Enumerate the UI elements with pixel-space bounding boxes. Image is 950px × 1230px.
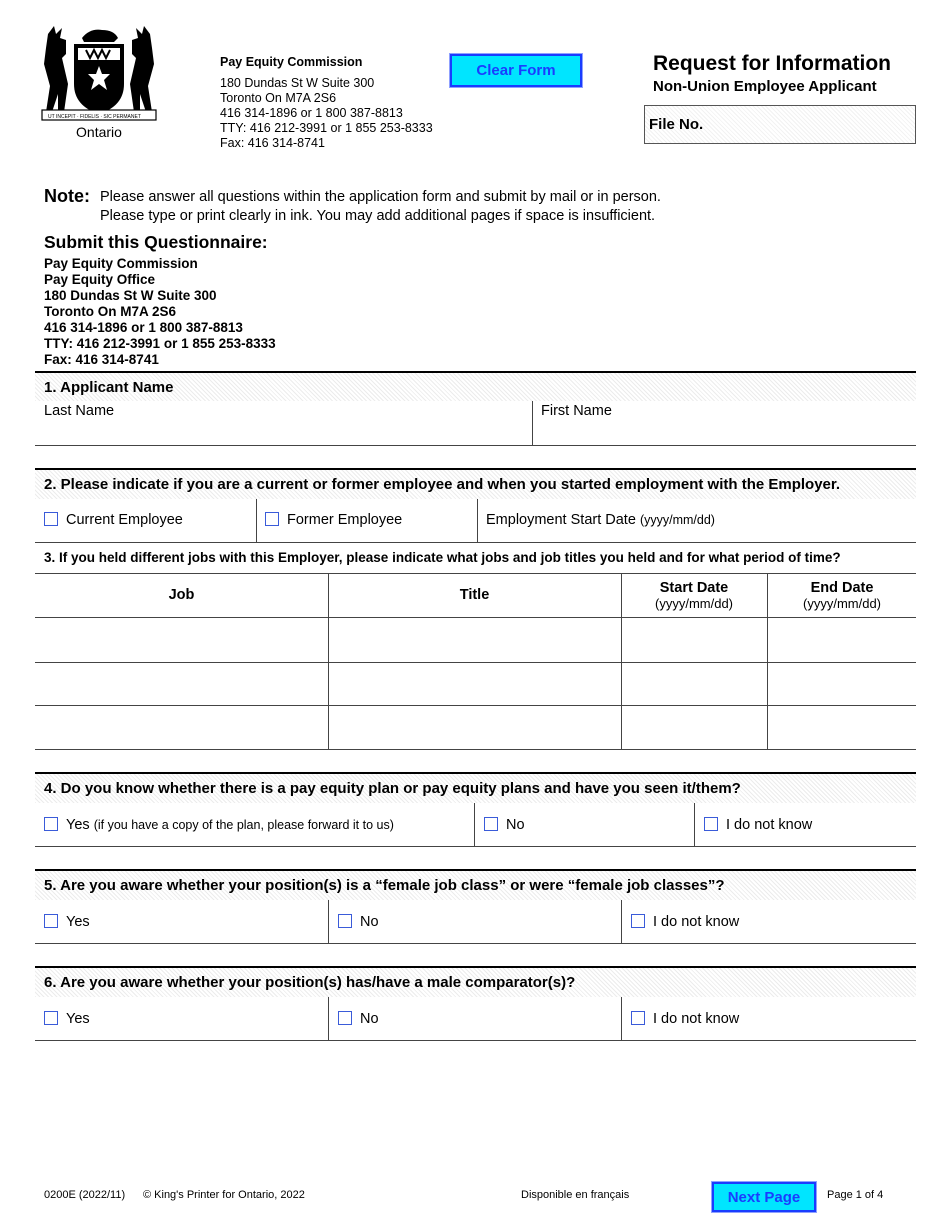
- address-line: 416 314-1896 or 1 800 387-8813: [220, 106, 403, 120]
- col-end-date-header: [768, 580, 916, 611]
- submit-line: TTY: 416 212-3991 or 1 855 253-8333: [44, 336, 276, 351]
- file-no-label: File No.: [649, 116, 704, 133]
- divider: [621, 997, 622, 1040]
- submit-line: Toronto On M7A 2S6: [44, 304, 177, 319]
- section-2-heading: 2. Please indicate if you are a current or former employee and when you started employment with the Employer.: [35, 468, 916, 499]
- checkbox[interactable]: [338, 1011, 352, 1025]
- page-title: Request for Information: [653, 52, 892, 75]
- next-page-button[interactable]: Next Page: [712, 1182, 816, 1212]
- checkbox[interactable]: [338, 914, 352, 928]
- option-label: I do not know: [653, 914, 740, 930]
- checkbox[interactable]: [631, 1011, 645, 1025]
- option-note: (if you have a copy of the plan, please forward it to us): [93, 818, 394, 832]
- page-number: Page 1 of 4: [827, 1189, 884, 1201]
- option-label: No: [360, 1011, 379, 1027]
- ontario-coat-of-arms-logo: [40, 24, 158, 146]
- agency-name: Pay Equity Commission: [220, 55, 363, 69]
- submit-line: 180 Dundas St W Suite 300: [44, 288, 217, 303]
- submit-line: Pay Equity Office: [44, 272, 156, 287]
- option-label: Yes: [66, 817, 90, 833]
- plan-no-option[interactable]: [484, 817, 525, 833]
- section-1-heading: 1. Applicant Name: [35, 371, 916, 401]
- employment-start-date-field[interactable]: [486, 512, 911, 528]
- divider: [256, 499, 257, 542]
- address-line: 180 Dundas St W Suite 300: [220, 76, 375, 90]
- table-row[interactable]: [35, 618, 916, 662]
- logo-text: Ontario: [76, 124, 122, 140]
- former-employee-option[interactable]: [265, 512, 402, 528]
- file-no-field[interactable]: [644, 105, 916, 144]
- divider: [328, 997, 329, 1040]
- checkbox[interactable]: [44, 914, 58, 928]
- divider: [35, 749, 916, 750]
- date-format-hint: (yyyy/mm/dd): [639, 513, 715, 527]
- col-title-header: Title: [459, 587, 490, 603]
- first-name-label: First Name: [541, 403, 612, 419]
- col-end-label: End Date: [810, 580, 874, 596]
- divider: [35, 943, 916, 944]
- first-name-field[interactable]: [541, 403, 911, 443]
- female-class-dont-know-option[interactable]: [631, 914, 739, 930]
- option-label: Current Employee: [66, 512, 183, 528]
- date-format-hint: (yyyy/mm/dd): [655, 596, 733, 611]
- checkbox[interactable]: [44, 1011, 58, 1025]
- option-label: I do not know: [726, 817, 813, 833]
- option-label: Yes: [66, 914, 90, 930]
- address-line: TTY: 416 212-3991 or 1 855 253-8333: [220, 121, 433, 135]
- divider: [477, 499, 478, 542]
- agency-address-block: [220, 55, 433, 151]
- submit-line: Fax: 416 314-8741: [44, 352, 159, 367]
- divider: [328, 900, 329, 943]
- section-6-heading: 6. Are you aware whether your position(s) has/have a male comparator(s)?: [35, 966, 916, 997]
- col-start-date-header: [621, 580, 767, 611]
- form-id: 0200E (2022/11): [44, 1189, 126, 1201]
- clear-form-button[interactable]: Clear Form: [450, 54, 582, 87]
- divider: [35, 542, 916, 543]
- option-label: Yes: [66, 1011, 90, 1027]
- current-employee-option[interactable]: [44, 512, 183, 528]
- submit-line: Pay Equity Commission: [44, 256, 198, 271]
- checkbox[interactable]: [704, 817, 718, 831]
- plan-dont-know-option[interactable]: [704, 817, 812, 833]
- col-job-header: Job: [168, 587, 195, 603]
- divider: [35, 445, 916, 446]
- divider: [532, 401, 533, 445]
- last-name-field[interactable]: [44, 403, 524, 443]
- option-label: I do not know: [653, 1011, 740, 1027]
- checkbox[interactable]: [265, 512, 279, 526]
- start-date-label: Employment Start Date: [486, 512, 636, 528]
- submit-line: 416 314-1896 or 1 800 387-8813: [44, 320, 243, 335]
- date-format-hint: (yyyy/mm/dd): [803, 596, 881, 611]
- copyright: © King's Printer for Ontario, 2022: [143, 1189, 305, 1201]
- checkbox[interactable]: [44, 512, 58, 526]
- table-row[interactable]: [35, 663, 916, 705]
- section-4-heading: 4. Do you know whether there is a pay equity plan or pay equity plans and have you seen it/them?: [35, 772, 916, 803]
- male-comparator-no-option[interactable]: [338, 1011, 379, 1027]
- col-start-label: Start Date: [659, 580, 729, 596]
- svg-text:UT INCEPIT · FIDELIS · SIC PER: UT INCEPIT · FIDELIS · SIC PERMANET: [48, 114, 141, 120]
- submit-address-block: [44, 256, 276, 368]
- section-5-heading: 5. Are you aware whether your position(s) is a “female job class” or were “female job classes”?: [35, 869, 916, 900]
- male-comparator-yes-option[interactable]: [44, 1011, 90, 1027]
- address-line: Fax: 416 314-8741: [220, 136, 325, 150]
- address-line: Toronto On M7A 2S6: [220, 91, 337, 105]
- note-label: Note:: [44, 186, 90, 206]
- note-line: Please type or print clearly in ink. You may add additional pages if space is insufficient.: [100, 208, 656, 224]
- plan-yes-option[interactable]: [44, 817, 394, 833]
- option-label: No: [360, 914, 379, 930]
- divider: [35, 573, 916, 574]
- note-text: [100, 188, 661, 226]
- french-availability: Disponible en français: [521, 1189, 630, 1201]
- divider: [35, 846, 916, 847]
- divider: [621, 900, 622, 943]
- checkbox[interactable]: [44, 817, 58, 831]
- table-row[interactable]: [35, 706, 916, 749]
- divider: [35, 1040, 916, 1041]
- checkbox[interactable]: [484, 817, 498, 831]
- section-3-heading: 3. If you held different jobs with this Employer, please indicate what jobs and job titles you held and for what period of time?: [44, 550, 841, 565]
- option-label: Former Employee: [287, 512, 403, 528]
- note-line: Please answer all questions within the application form and submit by mail or in person.: [100, 189, 661, 205]
- option-label: No: [506, 817, 525, 833]
- divider: [328, 573, 329, 749]
- female-class-yes-option[interactable]: [44, 914, 90, 930]
- checkbox[interactable]: [631, 914, 645, 928]
- coat-of-arms-icon: [40, 24, 158, 124]
- divider: [694, 803, 695, 846]
- last-name-label: Last Name: [44, 403, 115, 419]
- submit-title: Submit this Questionnaire:: [44, 232, 268, 252]
- female-class-no-option[interactable]: [338, 914, 379, 930]
- divider: [767, 573, 768, 749]
- male-comparator-dont-know-option[interactable]: [631, 1011, 739, 1027]
- divider: [474, 803, 475, 846]
- page-subtitle: Non-Union Employee Applicant: [653, 78, 877, 95]
- divider: [621, 573, 622, 749]
